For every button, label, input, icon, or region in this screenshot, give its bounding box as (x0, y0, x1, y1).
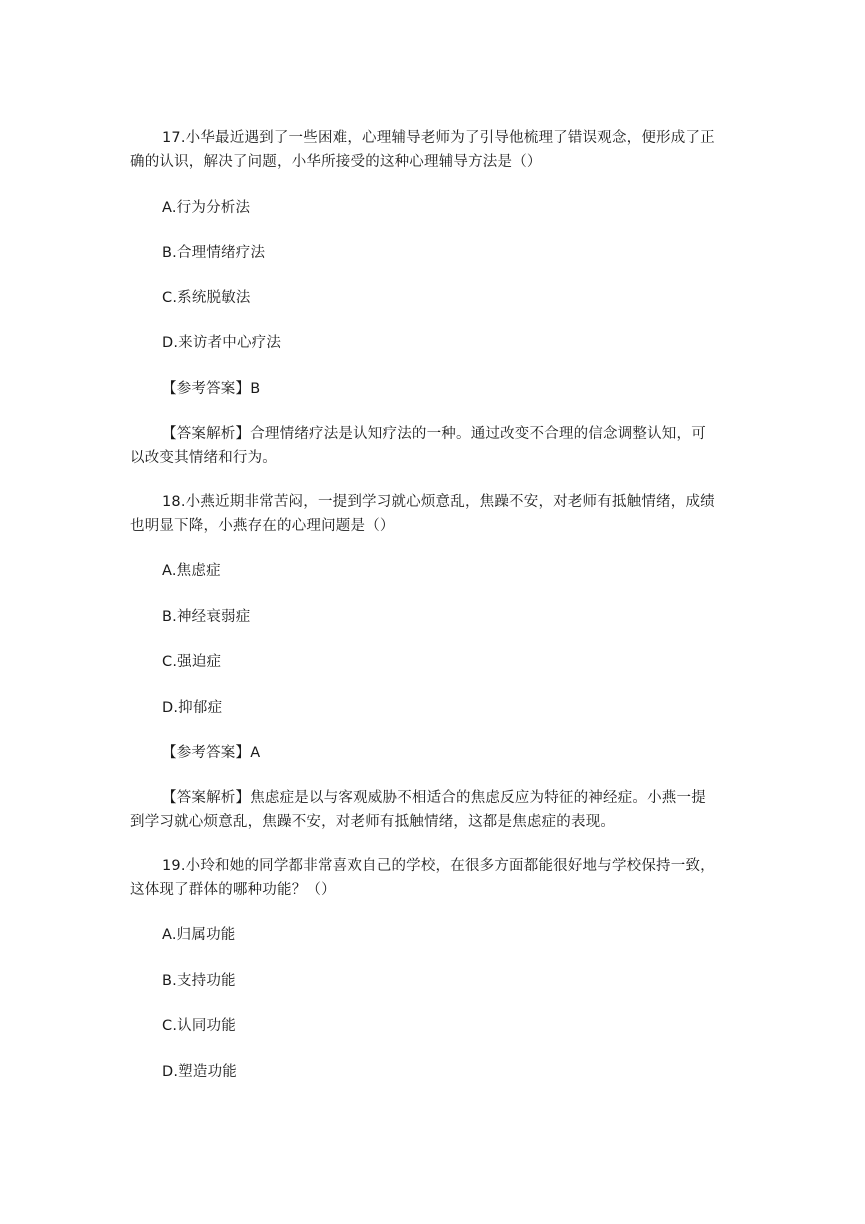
question-stem-line: 也明显下降，小燕存在的心理问题是（） (130, 518, 395, 534)
analysis-line: 【答案解析】合理情绪疗法是认知疗法的一种。通过改变不合理的信念调整认知，可 (162, 426, 706, 442)
question-17-stem (130, 126, 730, 174)
option-d: D.抑郁症 (162, 700, 223, 716)
reference-answer: 【参考答案】A (162, 745, 261, 761)
option-c: C.强迫症 (162, 654, 222, 670)
question-18-stem (130, 490, 730, 538)
analysis-line: 到学习就心烦意乱，焦躁不安，对老师有抵触情绪，这都是焦虑症的表现。 (130, 814, 616, 830)
question-stem-line: 17.小华最近遇到了一些困难，心理辅导老师为了引导他梳理了错误观念，便形成了正 (162, 130, 715, 146)
option-d: D.塑造功能 (162, 1064, 237, 1080)
option-a: A.行为分析法 (162, 200, 251, 216)
question-stem-line: 19.小玲和她的同学都非常喜欢自己的学校，在很多方面都能很好地与学校保持一致， (162, 858, 715, 874)
option-c: C.系统脱敏法 (162, 290, 251, 306)
option-b: B.支持功能 (162, 973, 236, 989)
option-b: B.神经衰弱症 (162, 609, 251, 625)
question-stem-line: 18.小燕近期非常苦闷，一提到学习就心烦意乱，焦躁不安，对老师有抵触情绪，成绩 (162, 494, 715, 510)
reference-answer: 【参考答案】B (162, 381, 261, 397)
option-c: C.认同功能 (162, 1018, 236, 1034)
option-d: D.来访者中心疗法 (162, 335, 282, 351)
option-a: A.归属功能 (162, 927, 236, 943)
option-b: B.合理情绪疗法 (162, 245, 266, 261)
analysis-line: 【答案解析】焦虑症是以与客观威胁不相适合的焦虑反应为特征的神经症。小燕一提 (162, 790, 706, 806)
option-a: A.焦虑症 (162, 563, 221, 579)
question-stem-line: 这体现了群体的哪种功能？（） (130, 882, 336, 898)
analysis-line: 以改变其情绪和行为。 (130, 450, 277, 466)
question-19-stem (130, 854, 730, 902)
answer-analysis (130, 422, 730, 470)
question-stem-line: 确的认识，解决了问题，小华所接受的这种心理辅导方法是（） (130, 154, 542, 170)
answer-analysis (130, 786, 730, 834)
